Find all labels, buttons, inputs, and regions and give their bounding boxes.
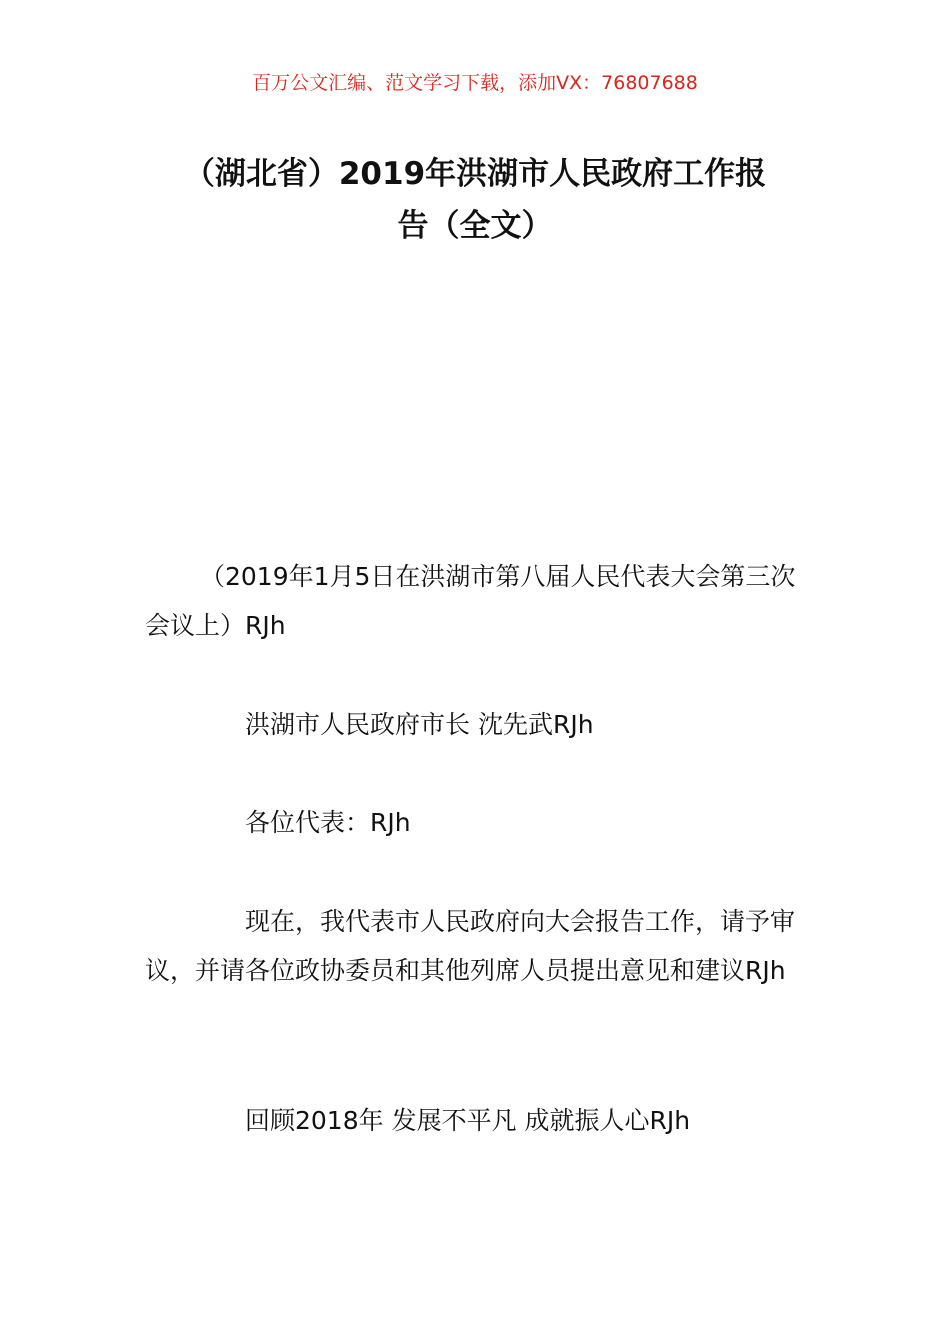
title-line-2: 告（全文） [397, 208, 553, 244]
paragraph-intro: 现在，我代表市人民政府向大会报告工作，请予审议，并请各位政协委员和其他列席人员提出意见和建议RJh [145, 907, 796, 985]
document-title [140, 148, 810, 252]
paragraph-speaker: 洪湖市人民政府市长 沈先武RJh [245, 710, 594, 739]
title-line-1: （湖北省）2019年洪湖市人民政府工作报 [183, 156, 767, 192]
paragraph-salutation: 各位代表：RJh [245, 808, 411, 837]
header-promo-note: 百万公文汇编、范文学习下载，添加VX：76807688 [252, 72, 698, 94]
paragraph-section-heading: 回顾2018年 发展不平凡 成就振人心RJh [245, 1106, 691, 1135]
paragraph-meeting-info: （2019年1月5日在洪湖市第八届人民代表大会第三次会议上）RJh [145, 562, 796, 640]
